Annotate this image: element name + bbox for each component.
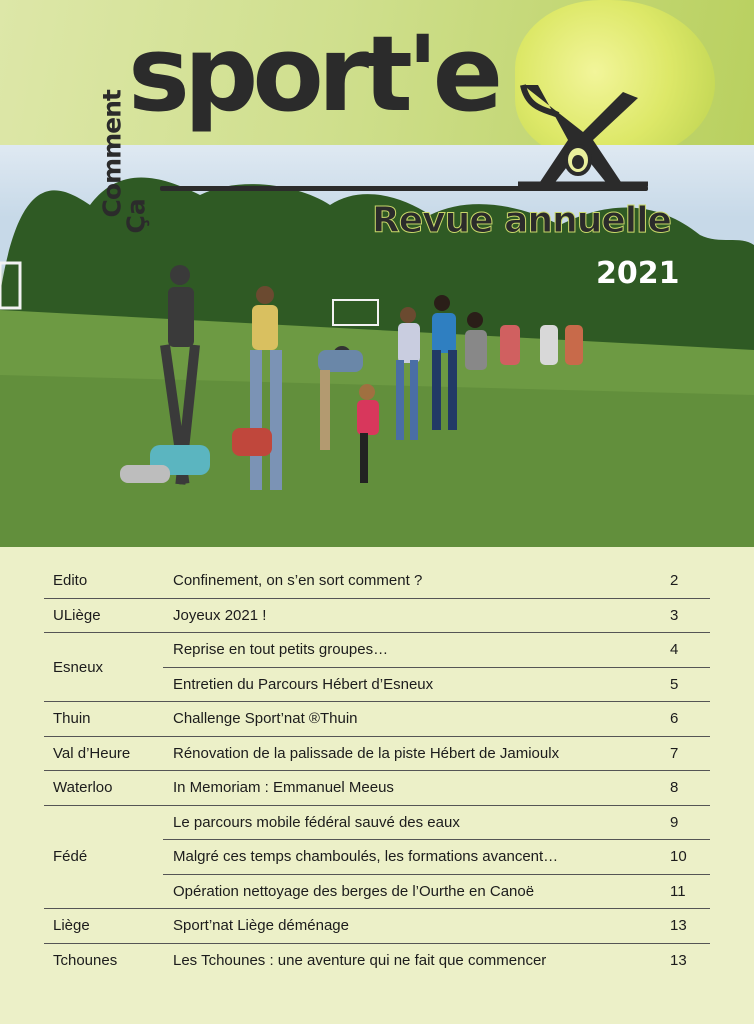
toc-page: 6 [670,710,679,728]
toc-title: Malgré ces temps chamboulés, les formations avancent… [163,840,670,875]
toc-section: Waterloo [53,779,113,797]
toc-section: Tchounes [53,951,118,969]
toc-page: 13 [670,917,687,935]
table-of-contents [44,564,710,977]
toc-title: In Memoriam : Emmanuel Meeus [173,779,394,797]
toc-section: Thuin [53,710,91,728]
toc-row [44,564,710,598]
toc-row [44,736,710,771]
title-ca: Ça [121,198,151,234]
toc-title: Opération nettoyage des berges de l’Ourthe en Canoë [173,882,535,900]
toc-page: 4 [670,633,710,668]
toc-section: Edito [53,572,88,590]
toc-title: Rénovation de la palissade de la piste Hébert de Jamioulx [173,744,560,762]
toc-page: 8 [670,779,679,797]
magazine-year: 2021 [596,256,680,291]
toc-title: Le parcours mobile fédéral sauvé des eaux [163,805,670,840]
toc-title: Confinement, on s’en sort comment ? [173,572,423,590]
toc-page: 10 [670,840,710,875]
toc-page: 3 [670,606,679,624]
toc-title: Joyeux 2021 ! [173,606,267,624]
toc-page: 2 [670,572,679,590]
toc-section: ULiège [53,606,101,624]
toc-title: Reprise en tout petits groupes… [163,633,670,668]
toc-row [44,771,710,806]
toc-row [44,805,710,840]
toc-title: Les Tchounes : une aventure qui ne fait que commencer [173,951,547,969]
toc-section: Val d’Heure [53,744,131,762]
toc-title: Entretien du Parcours Hébert d’Esneux [173,675,434,693]
toc-row [44,943,710,977]
toc-page: 7 [670,744,679,762]
magazine-subtitle: Revue annuelle [372,200,671,241]
toc-section: Esneux [44,633,163,702]
gymnast-logo-icon [518,80,648,190]
toc-row [44,702,710,737]
toc-page: 13 [670,951,687,969]
toc-page: 5 [670,675,679,693]
toc-page: 11 [670,882,686,900]
toc-title: Challenge Sport’nat ®Thuin [173,710,358,728]
magazine-title: sport'e [128,13,498,135]
toc-row [44,633,710,668]
title-comment: Comment [97,90,127,218]
toc-section: Liège [53,917,90,935]
toc-page: 9 [670,805,710,840]
toc-title: Sport’nat Liège déménage [173,917,349,935]
toc-row [44,909,710,944]
toc-section: Fédé [44,805,163,909]
toc-row [44,598,710,633]
